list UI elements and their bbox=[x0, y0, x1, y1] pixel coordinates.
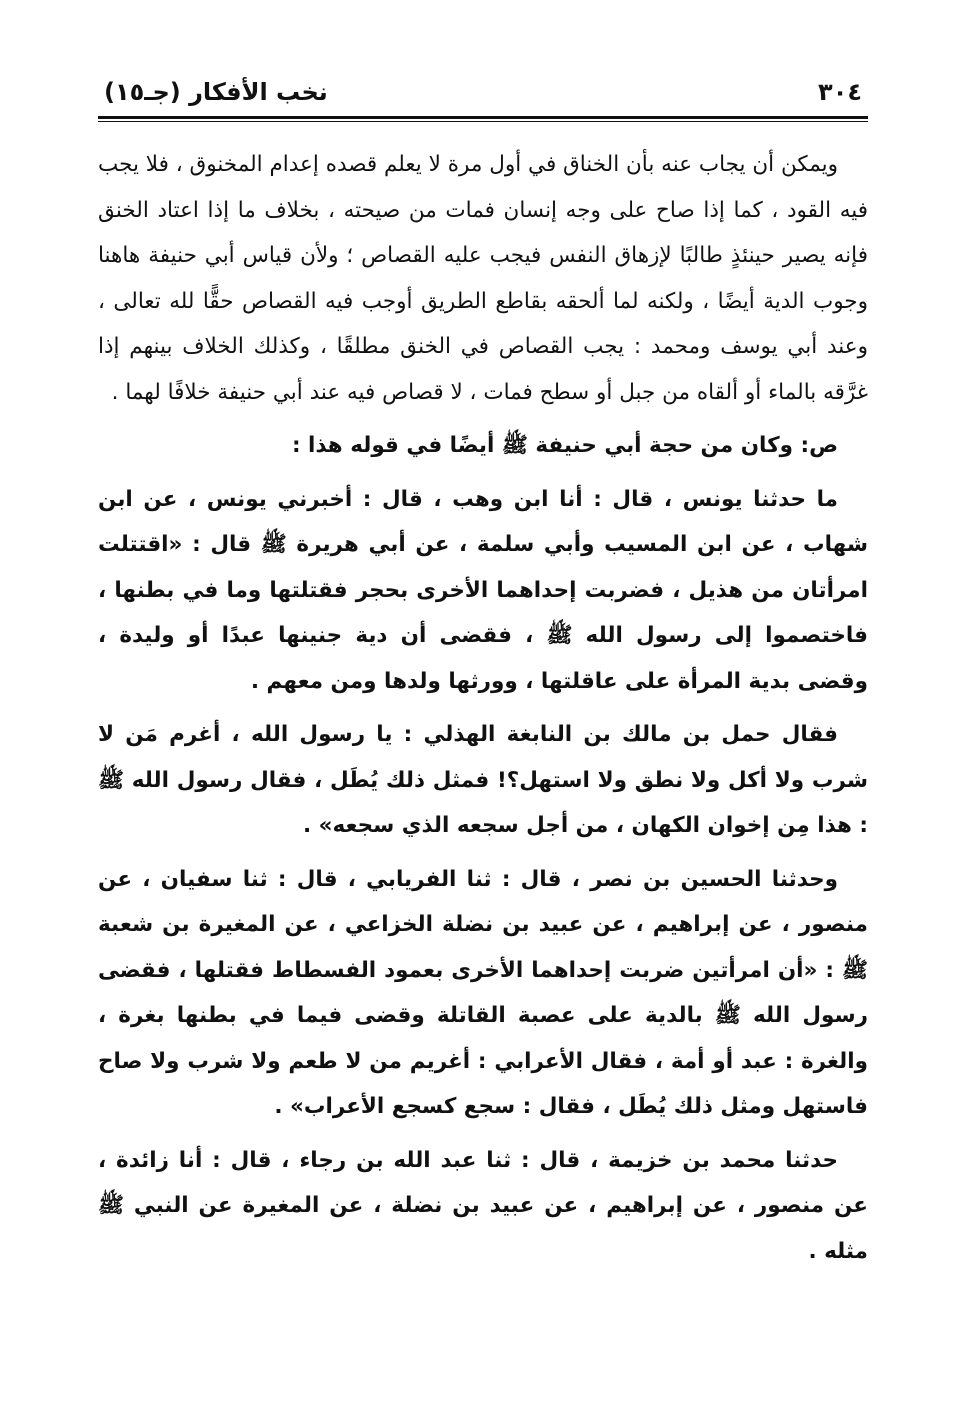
page-number: ٣٠٤ bbox=[818, 78, 862, 106]
header-rule-thin bbox=[98, 121, 868, 122]
page-header bbox=[98, 68, 868, 112]
page-body bbox=[98, 142, 868, 1274]
paragraph-hadith-1: ما حدثنا يونس ، قال : أنا ابن وهب ، قال : أخبرني يونس ، عن ابن شهاب ، عن ابن المسيب وأبي سلمة ، عن أبي هريرة ﷺ قال : «اقتتلت امرأتان من هذيل ، فضربت إحداهما الأخرى بحجر فقتلتها وما في بطنها ، فاختصموا إلى رسول الله ﷺ ، فقضى أن دية جنينها عبدًا أو وليدة ، وقضى بدية المرأة على عاقلتها ، وورثها ولدها ومن معهم . bbox=[98, 486, 868, 694]
header-rule-thick bbox=[98, 116, 868, 119]
paragraph-commentary: ويمكن أن يجاب عنه بأن الخناق في أول مرة لا يعلم قصده إعدام المخنوق ، فلا يجب فيه القود ، كما إذا صاح على وجه إنسان فمات من صيحته ، بخلاف ما إذا اعتاد الخنق فإنه يصير حينئذٍ طالبًا لإزهاق النفس فيجب عليه القصاص ؛ ولأن قياس أبي حنيفة هاهنا وجوب الدية أيضًا ، ولكنه لما ألحقه بقاطع الطريق أوجب فيه القصاص حقًّا لله تعالى ، وعند أبي يوسف ومحمد : يجب القصاص في الخنق مطلقًا ، وكذلك الخلاف بينهم إذا غرَّقه بالماء أو ألقاه من جبل أو سطح فمات ، لا قصاص فيه عند أبي حنيفة خلافًا لهما . bbox=[98, 152, 868, 405]
book-page bbox=[98, 68, 868, 1282]
book-title: نخب الأفكار (جـ١٥) bbox=[104, 78, 328, 106]
paragraph-hadith-3: حدثنا محمد بن خزيمة ، قال : ثنا عبد الله بن رجاء ، قال : أنا زائدة ، عن منصور ، عن إبراهيم ، عن عبيد بن نضلة ، عن المغيرة عن النبي ﷺ مثله . bbox=[98, 1147, 868, 1264]
paragraph-text-heading: ص: وكان من حجة أبي حنيفة ﷺ أيضًا في قوله هذا : bbox=[291, 433, 838, 458]
paragraph-hadith-2: وحدثنا الحسين بن نصر ، قال : ثنا الفريابي ، قال : ثنا سفيان ، عن منصور ، عن إبراهيم ، عن عبيد بن نضلة الخزاعي ، عن المغيرة بن شعبة ﷺ : «أن امرأتين ضربت إحداهما الأخرى بعمود الفسطاط فقتلها ، فقضى رسول الله ﷺ بالدية على عصبة القاتلة وقضى فيما في بطنها بغرة ، والغرة : عبد أو أمة ، فقال الأعرابي : أغريم من لا طعم ولا شرب ولا صاح فاستهل ومثل ذلك يُطَل ، فقال : سجع كسجع الأعراب» . bbox=[98, 866, 868, 1119]
paragraph-hadith-1-continued: فقال حمل بن مالك بن النابغة الهذلي : يا رسول الله ، أغرم مَن لا شرب ولا أكل ولا نطق ولا استهل؟! فمثل ذلك يُطَل ، فقال رسول الله ﷺ : هذا مِن إخوان الكهان ، من أجل سجعه الذي سجعه» . bbox=[98, 722, 868, 838]
